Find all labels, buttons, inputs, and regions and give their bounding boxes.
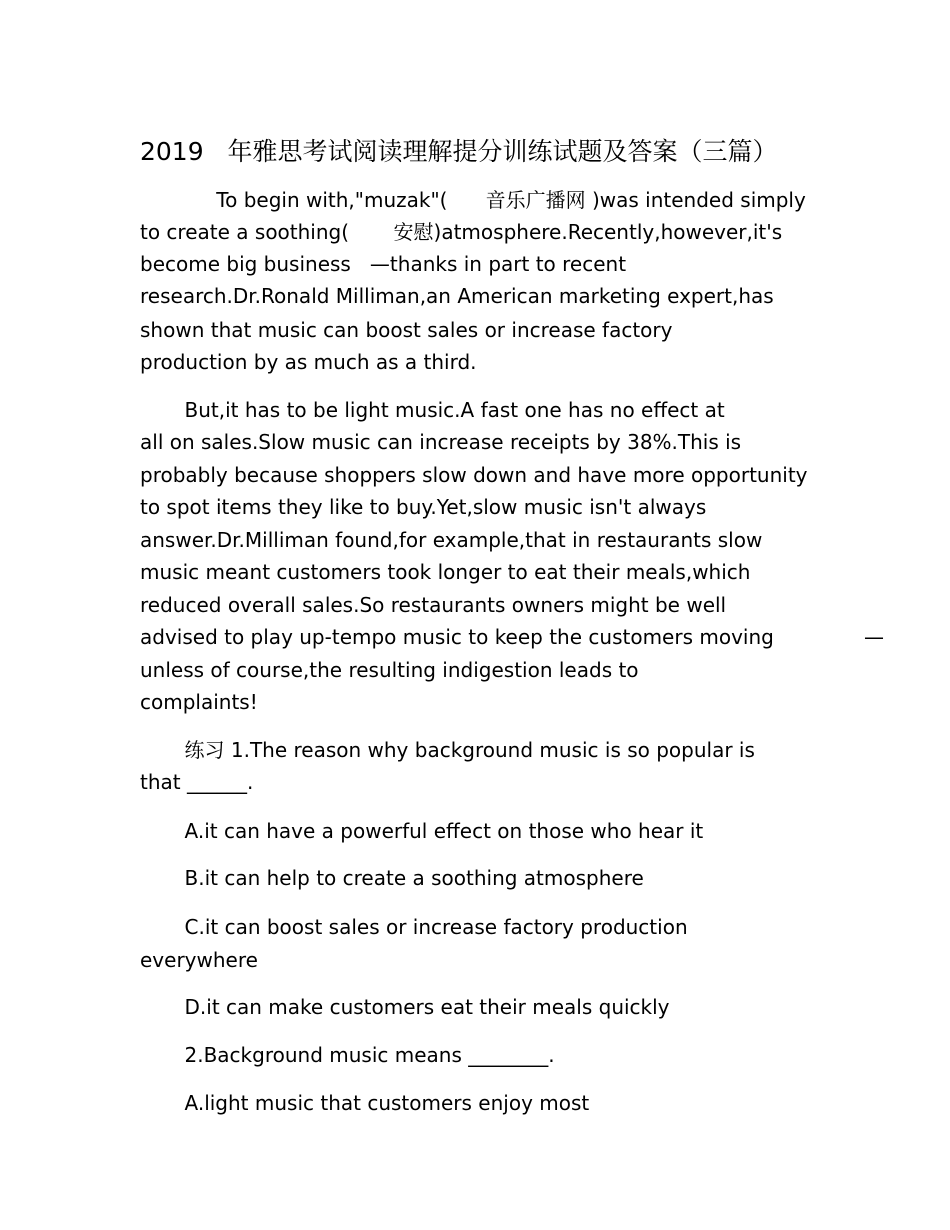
document-title: 2019 年雅思考试阅读理解提分训练试题及答案（三篇）: [140, 137, 778, 166]
paragraph-line: shown that music can boost sales or increase factory: [140, 318, 673, 342]
paragraph-line: probably because shoppers slow down and have more opportunity: [140, 463, 808, 487]
paragraph-line: to spot items they like to buy.Yet,slow music isn't always: [140, 495, 707, 519]
paragraph-line: production by as much as a third.: [140, 350, 477, 374]
paragraph-line: answer.Dr.Milliman found,for example,that in restaurants slow: [140, 528, 763, 552]
paragraph-line: unless of course,the resulting indigestion leads to: [140, 658, 639, 682]
answer-option: C.it can boost sales or increase factory production: [140, 915, 688, 939]
answer-option: B.it can help to create a soothing atmosphere: [140, 866, 644, 890]
question-line: 练习 1.The reason why background music is so popular is: [140, 738, 755, 762]
paragraph-line: advised to play up-tempo music to keep the customers moving: [140, 625, 774, 649]
question-line: that ______.: [140, 770, 254, 794]
paragraph-line: But,it has to be light music.A fast one has no effect at: [140, 398, 725, 422]
paragraph-line: complaints!: [140, 690, 258, 714]
em-dash: —: [864, 625, 884, 649]
answer-option: D.it can make customers eat their meals quickly: [140, 995, 670, 1019]
paragraph-line: To begin with,"muzak"( 音乐广播网 )was intended simply: [140, 188, 806, 212]
question-line: 2.Background music means ________.: [140, 1043, 555, 1067]
paragraph-line: to create a soothing( 安慰)atmosphere.Recently,however,it's: [140, 220, 783, 244]
paragraph-line: all on sales.Slow music can increase receipts by 38%.This is: [140, 430, 742, 454]
answer-option: A.it can have a powerful effect on those who hear it: [140, 819, 704, 843]
answer-option: everywhere: [140, 948, 258, 972]
paragraph-line: become big business —thanks in part to recent: [140, 252, 627, 276]
paragraph-line: reduced overall sales.So restaurants owners might be well: [140, 593, 727, 617]
answer-option: A.light music that customers enjoy most: [140, 1091, 590, 1115]
paragraph-line: research.Dr.Ronald Milliman,an American marketing expert,has: [140, 284, 774, 308]
paragraph-line: music meant customers took longer to eat their meals,which: [140, 560, 751, 584]
